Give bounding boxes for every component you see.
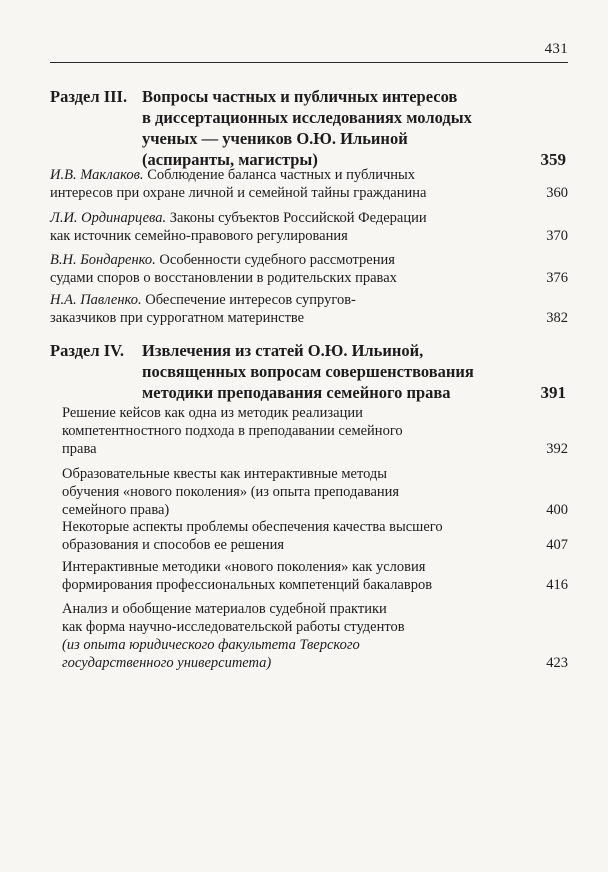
section-title-line: в диссертационных исследованиях молодых	[142, 108, 472, 127]
entry-line-italic: (из опыта юридического факультета Тверского	[62, 637, 360, 653]
section-title-line: (аспиранты, магистры)	[142, 150, 318, 169]
section-label: Раздел IV.	[50, 341, 125, 360]
toc-entry[interactable]	[62, 600, 568, 672]
entry-title: Соблюдение баланса частных и публичных	[143, 167, 416, 183]
entry-line: Интерактивные методики «нового поколения» как условия	[62, 559, 426, 575]
entry-line: компетентностного подхода в преподавании семейного	[62, 423, 403, 439]
section-title-line: Вопросы частных и публичных интересов	[142, 87, 458, 106]
entry-page-number: 376	[546, 270, 568, 286]
entry-author: И.В. Маклаков.	[50, 167, 144, 183]
entry-line: образования и способов ее решения	[62, 537, 285, 553]
entry-page-number: 416	[546, 577, 568, 593]
entry-line: интересов при охране личной и семейной тайны гражданина	[50, 185, 427, 201]
entry-line-italic: государственного университета)	[62, 655, 272, 671]
entry-title: Законы субъектов Российской Федерации	[166, 210, 427, 226]
entry-line	[50, 291, 568, 309]
toc-entry[interactable]	[62, 518, 568, 554]
entry-author: Н.А. Павленко.	[50, 292, 142, 308]
entry-line: заказчиков при суррогатном материнстве	[50, 310, 305, 326]
toc-entry[interactable]	[50, 291, 568, 327]
entry-line	[50, 251, 568, 269]
entry-line: как форма научно-исследовательской работы студентов	[62, 619, 405, 635]
entry-page-number: 392	[546, 441, 568, 457]
section-title-line: ученых — учеников О.Ю. Ильиной	[142, 129, 408, 148]
section-title-line: Извлечения из статей О.Ю. Ильиной,	[142, 341, 424, 360]
section-title-line: методики преподавания семейного права	[142, 383, 451, 402]
section-page-number: 359	[540, 150, 566, 169]
page-number: 431	[544, 41, 568, 57]
header-rule	[50, 62, 568, 63]
toc-entry[interactable]	[50, 251, 568, 287]
entry-line: семейного права)	[62, 502, 170, 518]
section-title-line: посвященных вопросам совершенствования	[142, 362, 474, 381]
entry-title: Обеспечение интересов супругов-	[141, 292, 356, 308]
entry-author: Л.И. Ординарцева.	[50, 210, 167, 226]
entry-line: Образовательные квесты как интерактивные методы	[62, 466, 388, 482]
entry-page-number: 400	[546, 502, 568, 518]
entry-title: Особенности судебного рассмотрения	[155, 252, 395, 268]
section-heading-3	[50, 86, 566, 170]
entry-page-number: 370	[546, 228, 568, 244]
entry-line	[50, 166, 568, 184]
entry-line: как источник семейно-правового регулирования	[50, 228, 348, 244]
entry-line: Решение кейсов как одна из методик реализации	[62, 405, 363, 421]
entry-line	[50, 209, 568, 227]
entry-line: права	[62, 441, 97, 457]
entry-author: В.Н. Бондаренко.	[50, 252, 156, 268]
section-page-number: 391	[540, 383, 566, 402]
toc-entry[interactable]	[62, 558, 568, 594]
entry-line: Некоторые аспекты проблемы обеспечения качества высшего	[62, 519, 443, 535]
toc-entry[interactable]	[62, 404, 568, 458]
section-heading-4	[50, 340, 566, 403]
entry-page-number: 360	[546, 185, 568, 201]
entry-line: Анализ и обобщение материалов судебной практики	[62, 601, 387, 617]
toc-entry[interactable]	[50, 209, 568, 245]
toc-entry[interactable]	[62, 465, 568, 519]
entry-page-number: 407	[546, 537, 568, 553]
section-label: Раздел III.	[50, 87, 128, 106]
entry-page-number: 423	[546, 655, 568, 671]
toc-entry[interactable]	[50, 166, 568, 202]
entry-line: формирования профессиональных компетенций бакалавров	[62, 577, 433, 593]
entry-page-number: 382	[546, 310, 568, 326]
show-through	[470, 205, 471, 206]
entry-line: судами споров о восстановлении в родительских правах	[50, 270, 397, 286]
entry-line: обучения «нового поколения» (из опыта преподавания	[62, 484, 400, 500]
